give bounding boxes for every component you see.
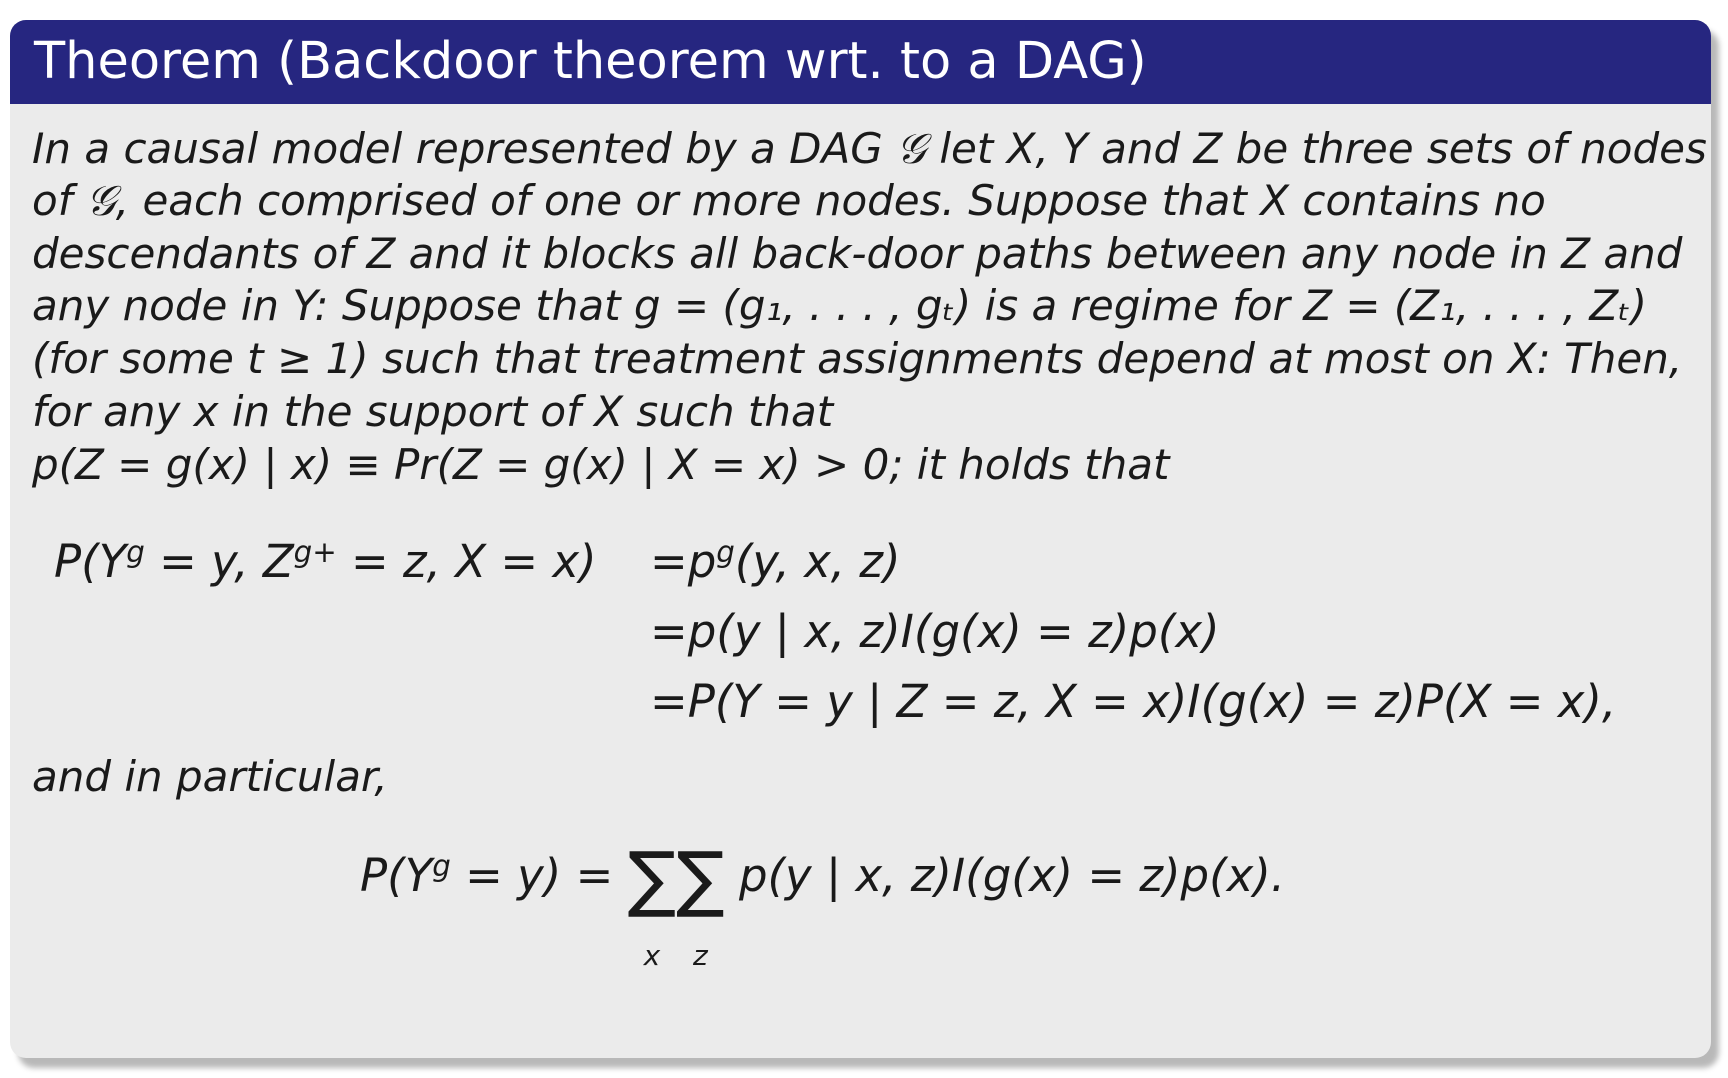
equation-rhs-1-rendered: $=p^g(y$, x, z) [650, 535, 901, 588]
theorem-line-1: In a causal model represented by a DAG 𝒢 let X, Y and Z be three sets of nodes [32, 124, 1707, 173]
in-particular-text: and in particular, [32, 752, 388, 801]
theorem-title-bar [10, 20, 1711, 104]
equation-rhs-2: =p(y | x, z)I(g(x) = z)p(x) [650, 605, 1220, 658]
sum-index-x: x [643, 939, 661, 972]
equation-rhs-1 [650, 532, 901, 592]
sum-over-z: ∑ z [676, 836, 725, 972]
equation-rhs-3: =P(Y = y | Z = z, X = x)I(g(x) = z)P(X = x), [650, 675, 1617, 728]
equation-lhs [54, 532, 597, 592]
sum-over-x: ∑ x [627, 836, 677, 972]
theorem-line-2: of 𝒢, each comprised of one or more nodes. Suppose that X contains no [32, 176, 1546, 225]
theorem-line-5: (for some t ≥ 1) such that treatment assignments depend at most on X: Then, [32, 334, 1683, 383]
theorem-line-7: p(Z = g(x) | x) ≡ Pr(Z = g(x) | X = x) > 0; it holds that [32, 440, 1170, 489]
theorem-line-6: for any x in the support of X such that [32, 387, 834, 436]
final-equation [360, 836, 1286, 972]
theorem-block [10, 20, 1711, 1058]
final-equation-lhs: $P(Y^g = y)$ = [360, 849, 614, 902]
equation-lhs-rendered: $P(Y^g = y$, $Z^{g+} = z$, X = x) [54, 535, 597, 588]
sum-index-z: z [693, 939, 708, 972]
theorem-title: Theorem (Backdoor theorem wrt. to a DAG) [34, 32, 1147, 91]
theorem-line-3: descendants of Z and it blocks all back-door paths between any node in Z and [32, 229, 1683, 278]
final-equation-rhs: p(y | x, z)I(g(x) = z)p(x). [738, 849, 1286, 902]
theorem-line-4: any node in Y: Suppose that g = (g₁, . . . , gₜ) is a regime for Z = (Z₁, . . . , Zₜ) [32, 281, 1647, 330]
